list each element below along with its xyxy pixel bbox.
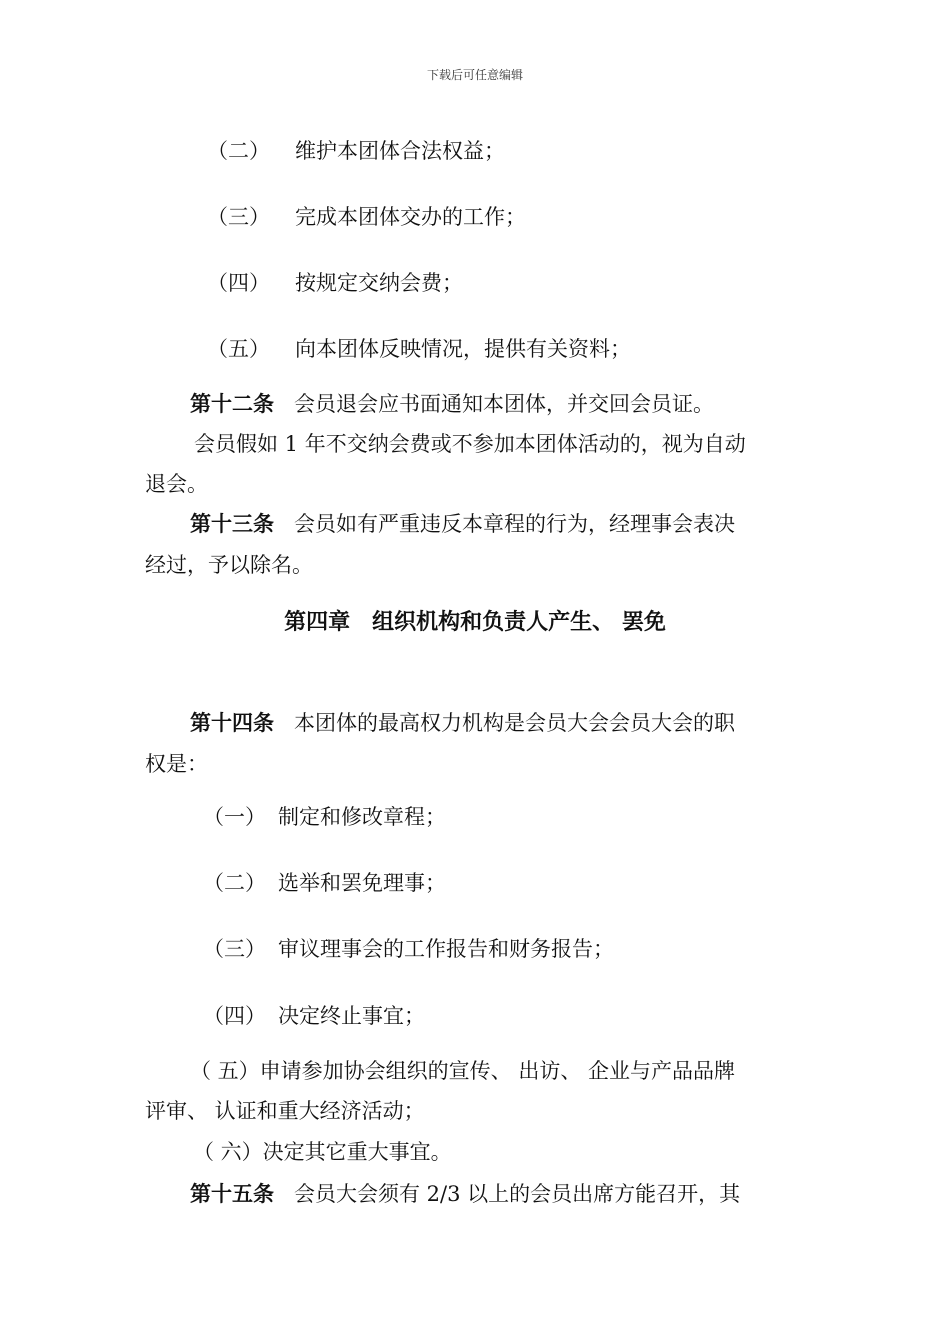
- list-item: [207, 335, 631, 363]
- list-item-6: （ 六）决定其它重大事宜。: [193, 1140, 452, 1164]
- article-text: 会员退会应书面通知本团体，并交回会员证。: [294, 392, 714, 416]
- article-13-line2: 经过，予以除名。: [145, 553, 313, 577]
- article-text: 会员大会须有 2/3 以上的会员出席方能召开，其: [294, 1182, 741, 1206]
- article-label: 第十四条: [190, 710, 274, 735]
- list-item: [203, 935, 614, 963]
- list-item: [203, 1002, 425, 1030]
- list-number: （二）: [203, 871, 266, 895]
- list-text: 维护本团体合法权益；: [295, 139, 505, 163]
- list-item: [207, 203, 526, 231]
- list-text: 审议理事会的工作报告和财务报告；: [278, 937, 614, 961]
- list-text: 决定终止事宜；: [278, 1004, 425, 1028]
- list-text: 选举和罢免理事；: [278, 871, 446, 895]
- list-text: 制定和修改章程；: [278, 805, 446, 829]
- list-text: 完成本团体交办的工作；: [295, 205, 526, 229]
- list-item-5-line1: （ 五）申请参加协会组织的宣传、 出访、 企业与产品品牌: [190, 1059, 736, 1083]
- article-13-line1: [190, 510, 735, 538]
- list-text: 按规定交纳会费；: [295, 271, 463, 295]
- article-label: 第十五条: [190, 1181, 274, 1206]
- list-number: （三）: [207, 205, 270, 229]
- article-12-line1: [190, 390, 714, 418]
- article-label: 第十三条: [190, 511, 274, 536]
- article-15-line1: [190, 1180, 740, 1208]
- list-text: 向本团体反映情况，提供有关资料；: [295, 337, 631, 361]
- list-item-5-line2: 评审、 认证和重大经济活动；: [145, 1099, 425, 1123]
- article-text: 本团体的最高权力机构是会员大会会员大会的职: [294, 711, 735, 735]
- list-number: （四）: [207, 271, 270, 295]
- page-header-note: 下载后可任意编辑: [426, 68, 523, 82]
- list-item: [207, 269, 463, 297]
- list-item: [203, 803, 446, 831]
- list-number: （一）: [203, 805, 266, 829]
- list-item: [203, 869, 446, 897]
- article-text: 会员如有严重违反本章程的行为，经理事会表决: [294, 512, 735, 536]
- list-item: [207, 137, 505, 165]
- list-number: （二）: [207, 139, 270, 163]
- chapter-title: 第四章 组织机构和负责人产生、 罢免: [284, 609, 666, 635]
- article-14-line2: 权是：: [145, 752, 208, 776]
- list-number: （四）: [203, 1004, 266, 1028]
- article-14-line1: [190, 709, 735, 737]
- article-12-line3: 退会。: [145, 472, 208, 496]
- list-number: （五）: [207, 337, 270, 361]
- list-number: （三）: [203, 937, 266, 961]
- article-12-line2: 会员假如 1 年不交纳会费或不参加本团体活动的，视为自动: [194, 432, 746, 456]
- article-label: 第十二条: [190, 391, 274, 416]
